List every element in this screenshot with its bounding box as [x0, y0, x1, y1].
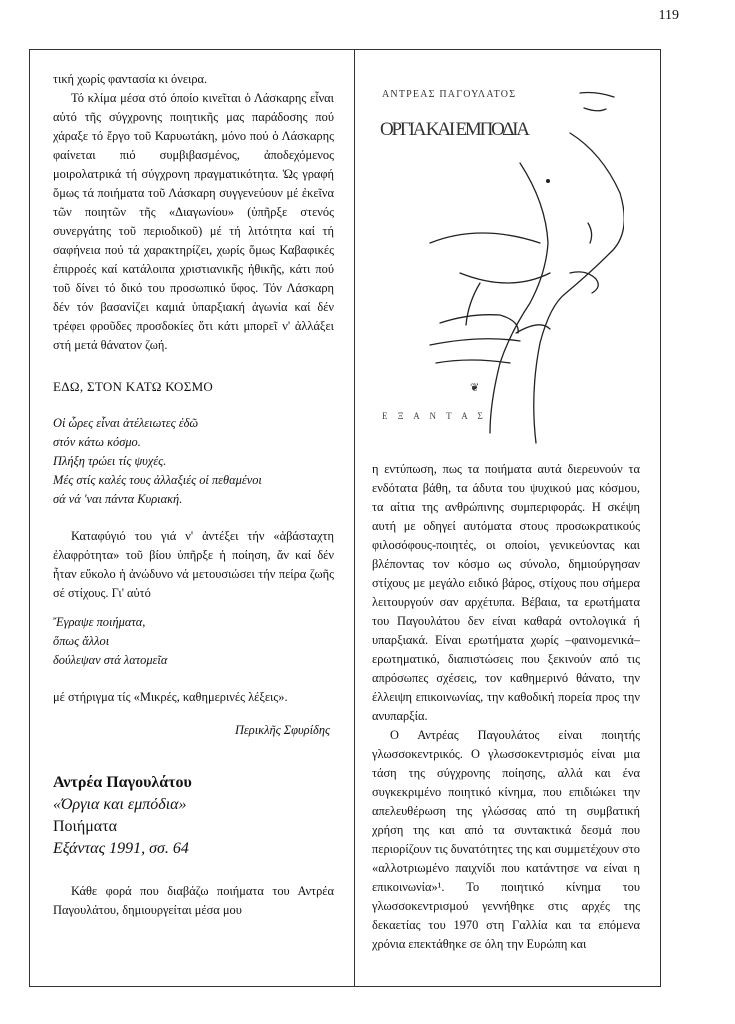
right-column	[372, 460, 640, 954]
paragraph-1: Τό κλίμα μέσα στό όποίο κινεῖται ὁ Λάσκαρης εἶναι αὐτό τῆς σύγχρονης ποιητικῆς μας παράδοσης πού χάραξε τό ἔργο τοῦ Καρυωτάκη, μόνο πού ὁ Λάσκαρης φαίνεται πιό συμβιβασμένος, ἀποδεχόμενος μοιρολατρικά τή σύγχρονη πραγματικότητα. Ὡς γραφή ὅμως τά ποιήματα τοῦ Λάσκαρη συγγενεύουν μέ ἐκεῖνα τῶν ποιητῶν τῆς «Διαγωνίου» (ὑπῆρξε στενός συνεργάτης τοῦ περιοδικοῦ) μέ τή λιτότητα καί τή σαφήνεια πού τά χαρακτηρίζει, χωρίς ὅμως Καβαφικές ἐπιρροές καί κατάλοιπα χριστιανικῆς ἠθικῆς, κάτι πού τοῦ δίνει τό δικό του προσωπικό ὕφος. Τόν Λάσκαρη δέν τόν βασανίζει καμιά ὑπαρξιακή ἀγωνία καί δέν τρέφει φροῦδες προσδοκίες ὅτι κάτι μπορεῖ ν' ἀλλάξει στή μετά θάνατον ζωή.	[53, 91, 334, 352]
book-title: «Όργια και εμπόδια»	[53, 796, 187, 813]
svg-text:❦: ❦	[470, 381, 480, 394]
right-paragraph-2: Ο Αντρέας Παγουλάτος είναι ποιητής γλωσσοκεντρικός. Ο γλωσσοκεντρισμός είναι μια τάση της σύγχρονης ποίησης, αλλά και ένα συγκεκριμένο ποιητικό κίνημα, που επιδιώκει την απελευθέρωση της γλώσσας από τη συμβατική χρήση της και από τα συντακτικά δεσμά που περιορίζουν τις δυνατότητες της και συμμετέχουν στο «αλλοτριωμένο παιχνίδι που κατάντησε να είναι η επικοινωνία»¹. Το ποιητικό κίνημα του γλωσσοκεντρισμού γεννήθηκε στις αρχές της δεκαετίας του 1970 στη Γαλλία και τα επόμενα χρόνια επεκτάθηκε σε όλη την Ευρώπη και	[372, 728, 640, 951]
book-publisher: Εξάντας 1991, σσ. 64	[53, 840, 189, 857]
poem-excerpt-2: Ἔγραψε ποιήματα, ὅπως ἄλλοι δούλεψαν στά λατομεῖα	[53, 615, 168, 667]
review-signature: Περικλῆς Σφυρίδης	[234, 723, 330, 737]
paragraph-2: Καταφύγιό του γιά ν' ἀντέξει τήν «ἀβάσταχτη ἐλαφρότητα» τοῦ βίου ὑπῆρξε ἡ ποίηση, ἄν καί δέν ἦταν εὔκολο ἡ ἀνώδυνο νά μετουσιώσει τήν πείρα ζωῆς σέ στίχους. Γι' αὐτό	[53, 529, 334, 600]
opening-paragraph: τική χωρίς φαντασία κι όνειρα.	[53, 72, 208, 86]
poem-excerpt-1: Οἱ ὧρες εἶναι ἀτέλειωτες ἐδῶ στόν κάτω κόσμο. Πλήξη τρώει τίς ψυχές. Μές στίς καλές τους ἀλλαξιές οἱ πεθαμένοι σά νά 'ναι πάντα Κυριακή.	[53, 416, 262, 506]
cover-title: ΟΡΓΙΑ ΚΑΙ ΕΜΠΟΔΙΑ	[380, 119, 530, 140]
paragraph-3: μέ στήριγμα τίς «Μικρές, καθημερινές λέξεις».	[53, 690, 288, 704]
page-number: 119	[658, 8, 679, 23]
book-info	[53, 772, 334, 860]
paragraph-4: Κάθε φορά που διαβάζω ποιήματα του Αντρέα Παγουλάτου, δημιουργείται μέσα μου	[53, 884, 334, 917]
poem-title: ΕΔΩ, ΣΤΟΝ ΚΑΤΩ ΚΟΣΜΟ	[53, 379, 214, 394]
left-column	[53, 70, 334, 920]
book-genre: Ποιήματα	[53, 818, 117, 835]
book-author: Αντρέα Παγουλάτου	[53, 774, 192, 791]
cover-author: ΑΝΤΡΕΑΣ ΠΑΓΟΥΛΑΤΟΣ	[382, 89, 517, 100]
book-cover	[370, 73, 624, 450]
book-cover-illustration	[370, 73, 624, 450]
cover-publisher: Ε Ξ Α Ν Τ Α Σ	[382, 411, 487, 421]
column-divider	[354, 49, 355, 987]
right-paragraph-1: η εντύπωση, πως τα ποιήματα αυτά διερευνούν τα ενδότατα βάθη, τα άδυτα του ψυχικού μας κόσμου, τα αίτια της ανθρώπινης συμπεριφοράς. Η σκέψη αυτή με οδηγεί αυτόματα στους προσωκρατικούς φιλοσόφους-ποιητές, οι οποίοι, γενικεύοντας και βλέποντας τον κόσμο ως σύνολο, δημιούργησαν στίχους με μεγάλο ειδικό βάρος, στίχους που σήμερα λειτουργούν σαν αρχέτυπα. Βέβαια, τα ερωτήματα του Παγουλάτου δεν είναι καθαρά οντολογικά ή υπαρξιακά. Είναι ερωτήματα χωρίς –φαινομενικά– ερωτηματικό, διαπιστώσεις που ξεκινούν από τις απρόσωπες σχέσεις, τον καθημερινό θάνατο, την έλλειψη επικοινωνίας, την καθοδική πορεία προς την ανυπαρξία.	[372, 462, 640, 723]
